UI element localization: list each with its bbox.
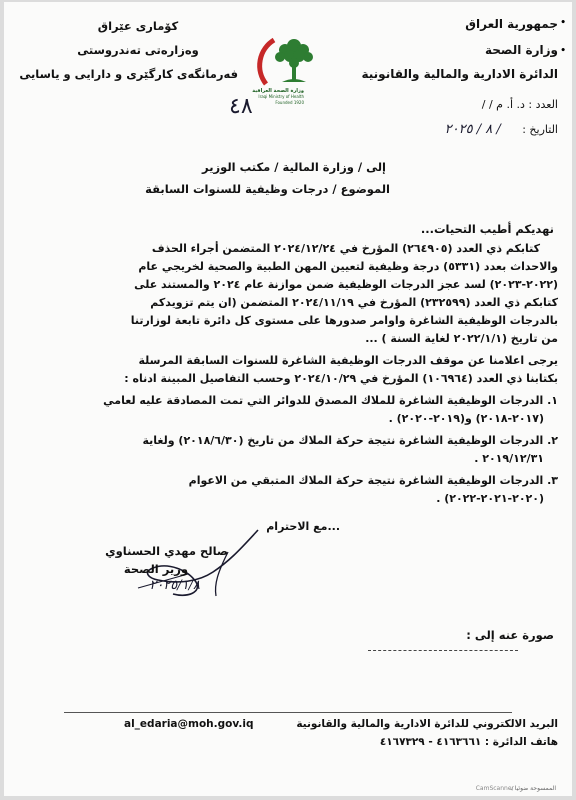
list-item-1-line-2: (٢٠١٧-٢٠١٨) و(٢٠١٩-٢٠٢٠) . [388,412,544,425]
paragraph-1-line-1: كتابكم ذي العدد (٢٦٤٩٠٥) المؤرخ في ٢٠٢٤/١٢/٢٤ المتضمن أجراء الحذف [151,242,540,255]
header-bullet-1: • [560,18,566,28]
paragraph-1-line-2: والاحداث بعدد (٥٣٣١) درجة وظيفية لتعيين المهن الطبية والصحية لخريجي عام [138,260,558,273]
footer-phone: هاتف الدائرة : ٤١٦٣٦٦١ - ٤١٦٧٣٢٩ [379,736,558,748]
footer [124,718,558,748]
paragraph-1-line-3: (٢٠٢٢-٢٠٢٣) لسد عجز الدرجات الوظيفية ضمن موازنة عام ٢٠٢٤ والمستند على [134,278,558,291]
date-value: / ٨ / ٢٠٢٥ [444,122,501,137]
header-bullet-2: • [560,46,566,56]
paragraph-1-line-6: من تاريخ (٢٠٢٢/١/١ لغاية السنة ) ... [365,332,558,345]
ministry-name: وزارة الصحة [484,43,558,57]
addressee: إلى / وزارة المالية / مكتب الوزير [202,160,386,174]
scanner-watermark: CamScanner [475,785,514,792]
footer-divider [64,712,512,713]
handwritten-number: ٤٨ [229,94,253,119]
footer-email-label: البريد الالكتروني للدائرة الادارية والمالية والقانونية [296,718,558,730]
ministry-logo-icon [252,26,336,106]
list-item-2-line-1: ٢. الدرجات الوظيفية الشاغرة نتيجة حركة الملاك من تاريخ (٢٠١٨/٦/٣٠) ولغاية [142,434,558,447]
copy-to-label: صورة عنه إلى : [466,628,554,642]
country-name: جمهورية العراق [465,17,558,31]
logo-caption-year: Founded 1920 [275,100,304,105]
greeting: نهديكم أطيب التحيات... [420,222,554,236]
header-arabic [328,14,558,84]
signature-date: ٢٠٢٥/١/٨ [149,578,200,593]
subject: الموضوع / درجات وظيفية للسنوات السابقة [145,182,390,196]
closing: ...مع الاحترام [266,520,340,533]
number-row [445,98,558,122]
number-label: العدد : د. أ. م / / [481,98,558,111]
country-name-kurdish: كۆماری عێراق [97,19,179,33]
signatory-name: صالح مهدي الحسناوي [105,544,228,558]
header-kurdish [19,14,238,86]
copy-to-line [368,650,518,651]
paragraph-2-line-2: بكتابنا ذي العدد (١٠٦٩٦٤) المؤرخ في ٢٠٢٤/١٠/٢٩ وحسب التفاصيل المبينة ادناه : [124,372,558,385]
document-meta [445,98,558,146]
list-item-3-line-2: (٢٠٢٠-٢٠٢١-٢٠٢٢) . [436,492,544,505]
document-page [4,2,572,796]
logo-caption-ar: وزارة الصحة العراقية [252,88,304,94]
paragraph-1-line-4: كتابكم ذي العدد (٢٣٢٥٩٩) المؤرخ في ٢٠٢٤/١١/١٩ المتضمن (ان يتم تزويدكم [150,296,558,309]
paragraph-1-line-5: بالدرجات الوظيفية الشاغرة واوامر صدورها على مستوى كل دائرة تابعة لوزارتنا [130,314,558,327]
department-name: الدائرة الادارية والمالية والقانونية [361,67,558,81]
ministry-name-kurdish: وەزارەتی تەندروستی [77,43,199,57]
signatory-title: وزير الصحة [123,562,188,576]
date-label: التاريخ : [522,123,558,136]
department-name-kurdish: فەرمانگەی کارگێری و دارایی و یاسایی [19,67,238,81]
logo-caption-en: Iraqi Ministry of Health [258,94,304,99]
list-item-1-line-1: ١. الدرجات الوظيفية الشاغرة للملاك المصدق للدوائر التي تمت المصادقة عليه لعامي [103,394,558,407]
paragraph-2-line-1: يرجى اعلامنا عن موقف الدرجات الوظيفية الشاغرة للسنوات السابقة المرسلة [138,354,558,367]
list-item-3-line-1: ٣. الدرجات الوظيفية الشاغرة نتيجة حركة الملاك المتبقي من الاعوام [188,474,558,487]
date-row [445,122,558,146]
footer-email: al_edaria@moh.gov.iq [124,718,254,730]
list-item-2-line-2: ٢٠١٩/١٢/٣١ . [474,452,544,465]
scanner-watermark-ar: الممسوحة ضوئيا بـ [509,785,556,792]
